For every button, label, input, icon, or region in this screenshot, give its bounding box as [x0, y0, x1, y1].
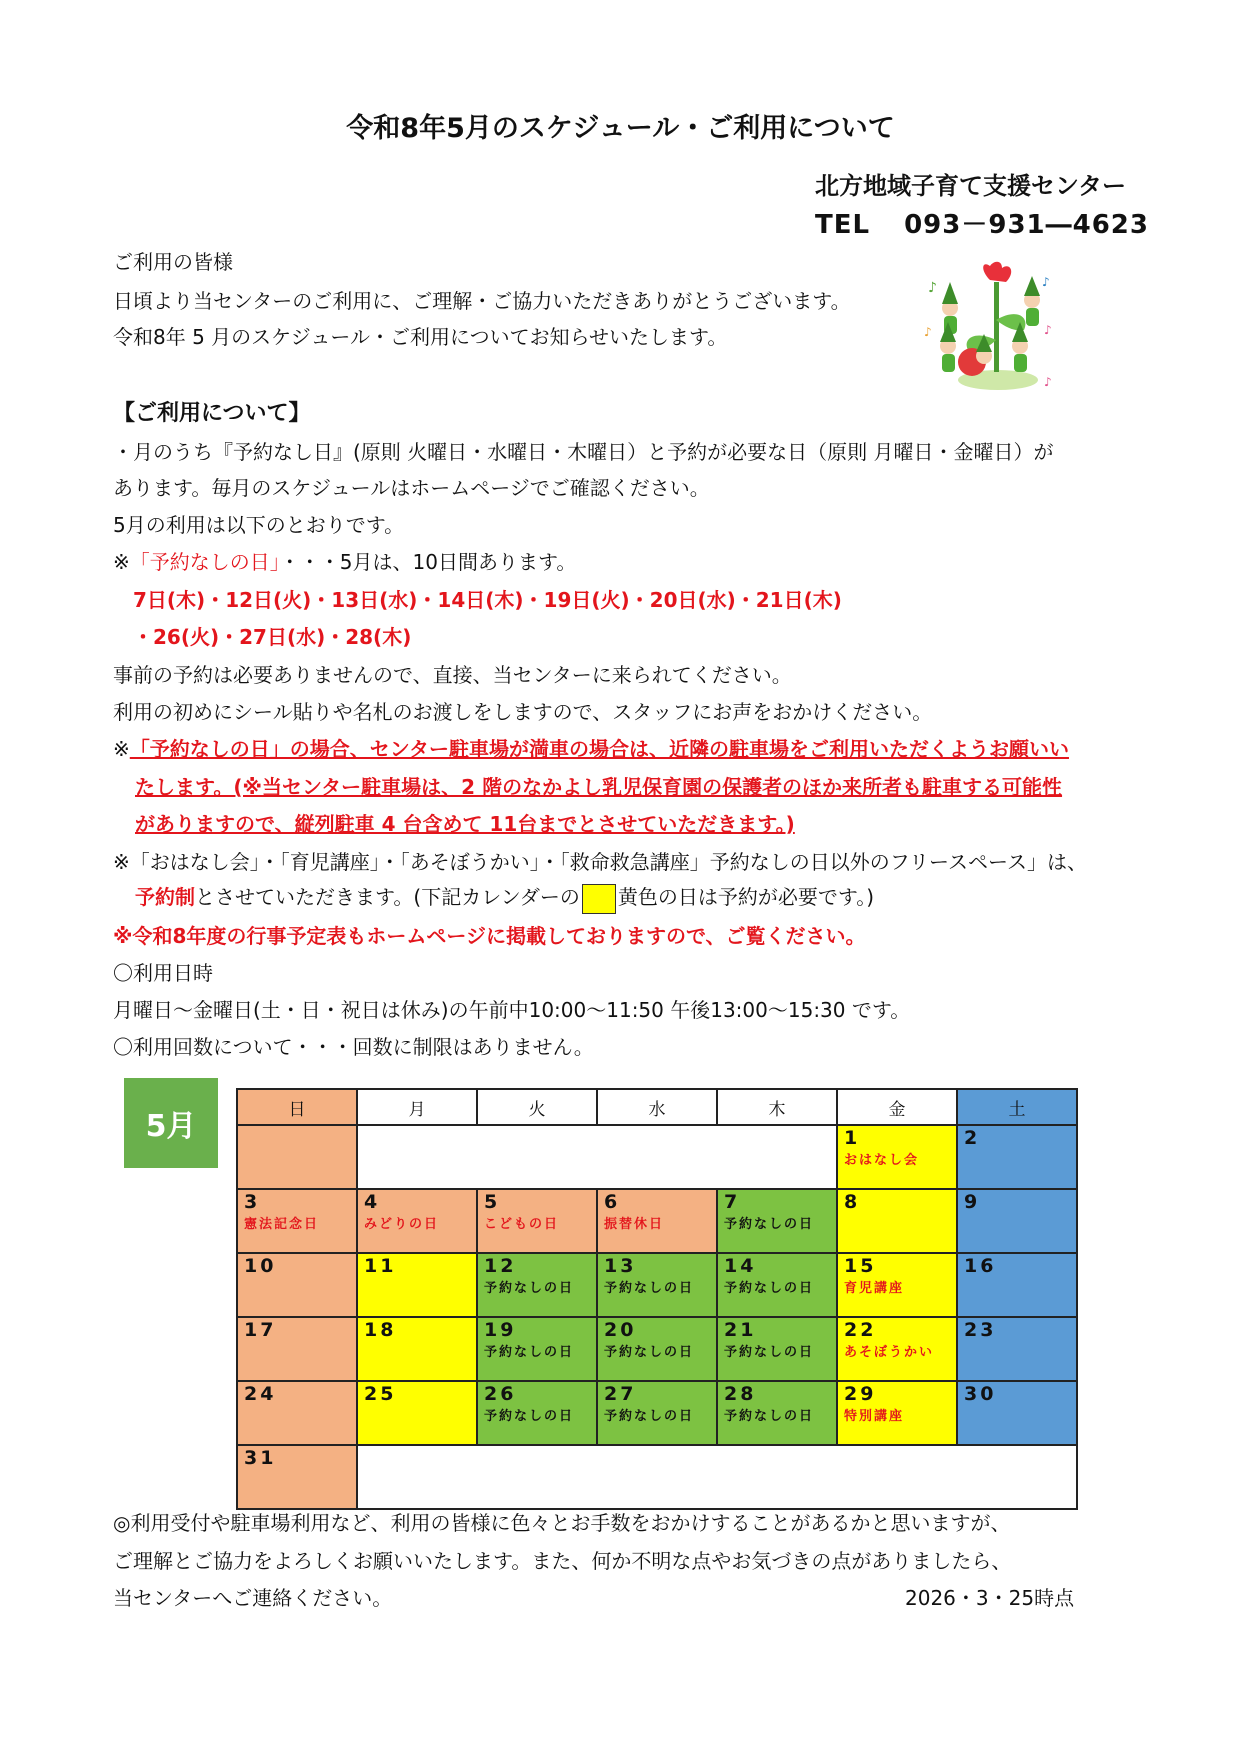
- day-number: 20: [604, 1319, 637, 1341]
- note2-line1-wrap: [113, 733, 1069, 762]
- calendar-day-cell: [597, 1189, 717, 1253]
- day-label: おはなし会: [844, 1153, 920, 1168]
- calendar-week-row: [237, 1381, 1077, 1445]
- note3-red: 予約制: [135, 885, 195, 909]
- hours-text: 月曜日～金曜日(土・日・祝日は休み)の午前中10:00～11:50 午後13:00～15:30 です。: [113, 998, 911, 1022]
- tel-number: 093－931―4623: [904, 210, 1149, 240]
- footer-line3: 当センターへご連絡ください。: [113, 1586, 393, 1610]
- weekday-header-row: [237, 1089, 1077, 1125]
- weekday-tue: 火: [477, 1089, 597, 1125]
- calendar-day-cell: [957, 1253, 1077, 1317]
- day-label: 育児講座: [844, 1281, 905, 1296]
- note3-mid: とさせていただきます。(下記カレンダーの: [195, 885, 580, 909]
- day-number: 29: [844, 1383, 877, 1405]
- greeting: ご利用の皆様: [113, 250, 233, 274]
- calendar-week-row: [237, 1253, 1077, 1317]
- day-label: 予約なしの日: [484, 1409, 575, 1424]
- day-label: 特別講座: [844, 1409, 905, 1424]
- usage-p2b: 利用の初めにシール貼りや名札のお渡しをしますので、スタッフにお声をおかけください。: [113, 700, 933, 724]
- calendar-empty-cell: [357, 1125, 837, 1189]
- day-number: 17: [244, 1319, 277, 1341]
- calendar-empty-cell: [357, 1445, 1077, 1509]
- note2-prefix: ※: [113, 737, 130, 761]
- calendar-day-cell: [237, 1253, 357, 1317]
- calendar-day-cell: [237, 1125, 357, 1189]
- calendar-day-cell: [957, 1317, 1077, 1381]
- day-number: 16: [964, 1255, 997, 1277]
- weekday-sat: 土: [957, 1089, 1077, 1125]
- calendar-day-cell: [237, 1189, 357, 1253]
- day-number: 21: [724, 1319, 757, 1341]
- day-label: 憲法記念日: [244, 1217, 320, 1232]
- day-label: 予約なしの日: [484, 1345, 575, 1360]
- day-number: 13: [604, 1255, 637, 1277]
- day-number: 23: [964, 1319, 997, 1341]
- calendar-week-row: [237, 1317, 1077, 1381]
- calendar-day-cell: [357, 1381, 477, 1445]
- day-number: 6: [604, 1191, 621, 1213]
- day-label: 予約なしの日: [724, 1345, 815, 1360]
- hours-heading: 〇利用日時: [113, 961, 213, 985]
- day-number: 30: [964, 1383, 997, 1405]
- footer-date: 2026・3・25時点: [905, 1586, 1075, 1610]
- day-number: 9: [964, 1191, 981, 1213]
- day-label: 振替休日: [604, 1217, 665, 1232]
- calendar-day-cell: [237, 1445, 357, 1509]
- days-line2: ・26(火)・27日(水)・28(木): [133, 625, 412, 649]
- day-number: 19: [484, 1319, 517, 1341]
- svg-text:♪: ♪: [924, 325, 932, 339]
- calendar-day-cell: [717, 1253, 837, 1317]
- calendar-day-cell: [597, 1253, 717, 1317]
- calendar-day-cell: [957, 1189, 1077, 1253]
- days-line1: 7日(木)・12日(火)・13日(水)・14日(木)・19日(火)・20日(水)・21日(木): [133, 588, 842, 612]
- day-number: 11: [364, 1255, 397, 1277]
- note3-line1: ※「おはなし会」・「育児講座」・「あそぼうかい」・「救命救急講座」予約なしの日以外のフリースペース」は、: [113, 850, 1087, 874]
- month-badge: 5月: [124, 1078, 218, 1168]
- weekday-wed: 水: [597, 1089, 717, 1125]
- footer-line2: ご理解とご協力をよろしくお願いいたします。また、何か不明な点やお気づきの点がありましたら、: [113, 1549, 1012, 1573]
- note2-line1: 「予約なしの日」の場合、センター駐車場が満車の場合は、近隣の駐車場をご利用いただくようお願いい: [129, 737, 1069, 761]
- svg-text:♪: ♪: [1044, 323, 1052, 337]
- day-number: 4: [364, 1191, 381, 1213]
- day-number: 12: [484, 1255, 517, 1277]
- calendar-week-row: [237, 1125, 1077, 1189]
- calendar-week-row: [237, 1445, 1077, 1509]
- usage-heading: 【ご利用について】: [113, 401, 311, 426]
- day-label: あそぼうかい: [844, 1345, 935, 1360]
- day-number: 10: [244, 1255, 277, 1277]
- day-number: 26: [484, 1383, 517, 1405]
- day-label: みどりの日: [364, 1217, 440, 1232]
- calendar-week-row: [237, 1189, 1077, 1253]
- weekday-thu: 木: [717, 1089, 837, 1125]
- tel-label: TEL: [815, 210, 871, 240]
- footer-line1: ◎利用受付や駐車場利用など、利用の皆様に色々とお手数をおかけすることがあるかと思いますが、: [113, 1511, 1011, 1535]
- day-number: 8: [844, 1191, 861, 1213]
- note1-prefix: ※: [113, 550, 130, 574]
- day-number: 15: [844, 1255, 877, 1277]
- weekday-mon: 月: [357, 1089, 477, 1125]
- calendar-table: [236, 1088, 1078, 1510]
- day-number: 27: [604, 1383, 637, 1405]
- calendar-day-cell: [357, 1189, 477, 1253]
- calendar-day-cell: [837, 1125, 957, 1189]
- day-label: 予約なしの日: [484, 1281, 575, 1296]
- intro-line1: 日頃より当センターのご利用に、ご理解・ご協力いただきありがとうございます。: [113, 289, 851, 313]
- count-text: 〇利用回数について・・・回数に制限はありません。: [113, 1035, 594, 1059]
- note2-line3: がありますので、縦列駐車 4 台含めて 11台までとさせていただきます。): [135, 812, 795, 836]
- day-number: 18: [364, 1319, 397, 1341]
- calendar-day-cell: [837, 1189, 957, 1253]
- note1-rest: ・・・5月は、10日間あります。: [279, 550, 577, 574]
- calendar-day-cell: [957, 1381, 1077, 1445]
- calendar-day-cell: [237, 1317, 357, 1381]
- day-label: こどもの日: [484, 1217, 560, 1232]
- day-number: 5: [484, 1191, 501, 1213]
- calendar-day-cell: [717, 1317, 837, 1381]
- svg-text:♪: ♪: [1042, 275, 1050, 289]
- usage-p1c: 5月の利用は以下のとおりです。: [113, 513, 405, 537]
- day-number: 2: [964, 1127, 981, 1149]
- note4: ※令和8年度の行事予定表もホームページに掲載しておりますので、ご覧ください。: [113, 924, 866, 948]
- note3-end: 黄色の日は予約が必要です。): [617, 885, 875, 909]
- calendar-day-cell: [477, 1253, 597, 1317]
- svg-text:♪: ♪: [1044, 375, 1052, 389]
- day-label: 予約なしの日: [724, 1281, 815, 1296]
- day-number: 1: [844, 1127, 861, 1149]
- day-number: 3: [244, 1191, 261, 1213]
- note3-line2: [135, 881, 874, 914]
- note1-red: 「予約なしの日」: [129, 550, 280, 574]
- elves-with-flower-icon: [920, 260, 1060, 400]
- usage-p2a: 事前の予約は必要ありませんので、直接、当センターに来られてください。: [113, 663, 792, 687]
- svg-text:♪: ♪: [928, 280, 937, 296]
- day-label: 予約なしの日: [604, 1281, 695, 1296]
- day-number: 7: [724, 1191, 741, 1213]
- calendar-day-cell: [957, 1125, 1077, 1189]
- org-tel: [815, 204, 1149, 241]
- org-name: 北方地域子育て支援センター: [815, 172, 1127, 200]
- note2-line2: たします。(※当センター駐車場は、2 階のなかよし乳児保育園の保護者のほか来所者も駐車する可能性: [135, 775, 1063, 799]
- calendar-day-cell: [357, 1317, 477, 1381]
- day-number: 22: [844, 1319, 877, 1341]
- day-label: 予約なしの日: [724, 1217, 815, 1232]
- calendar-day-cell: [237, 1381, 357, 1445]
- weekday-fri: 金: [837, 1089, 957, 1125]
- note1: [113, 546, 576, 575]
- calendar-day-cell: [717, 1381, 837, 1445]
- usage-p1a: ・月のうち『予約なし日』(原則 火曜日・水曜日・木曜日）と予約が必要な日（原則 月曜日・金曜日）が: [113, 440, 1054, 464]
- intro-line2: 令和8年 5 月のスケジュール・ご利用についてお知らせいたします。: [113, 325, 728, 349]
- calendar-day-cell: [837, 1317, 957, 1381]
- day-number: 31: [244, 1447, 277, 1469]
- calendar-day-cell: [477, 1189, 597, 1253]
- weekday-sun: 日: [237, 1089, 357, 1125]
- day-number: 24: [244, 1383, 277, 1405]
- day-number: 14: [724, 1255, 757, 1277]
- day-number: 25: [364, 1383, 397, 1405]
- day-label: 予約なしの日: [604, 1409, 695, 1424]
- calendar-day-cell: [597, 1381, 717, 1445]
- calendar-day-cell: [477, 1381, 597, 1445]
- calendar-day-cell: [597, 1317, 717, 1381]
- day-number: 28: [724, 1383, 757, 1405]
- calendar-day-cell: [837, 1253, 957, 1317]
- calendar-day-cell: [477, 1317, 597, 1381]
- yellow-swatch: [582, 884, 616, 914]
- calendar-day-cell: [717, 1189, 837, 1253]
- page-title: 令和8年5月のスケジュール・ご利用について: [346, 113, 895, 144]
- day-label: 予約なしの日: [604, 1345, 695, 1360]
- calendar-day-cell: [357, 1253, 477, 1317]
- calendar-day-cell: [837, 1381, 957, 1445]
- day-label: 予約なしの日: [724, 1409, 815, 1424]
- usage-p1b: あります。毎月のスケジュールはホームページでご確認ください。: [113, 476, 710, 500]
